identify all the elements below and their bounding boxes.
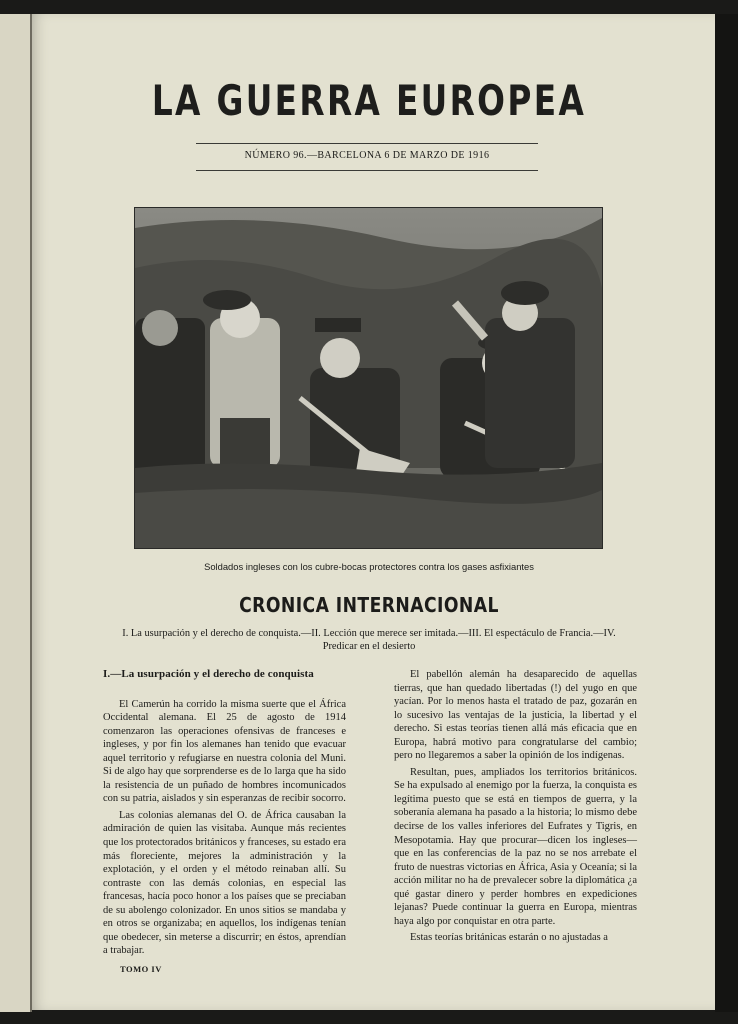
masthead-title: LA GUERRA EUROPEA (151, 76, 587, 125)
right-paragraph: Estas teorías británicas estarán o no ajustadas a (410, 932, 608, 944)
issue-line: NÚMERO 96.—BARCELONA 6 DE MARZO DE 1916 (244, 150, 490, 161)
photo-illustration (135, 208, 602, 548)
photo-caption: Soldados ingleses con los cubre-bocas protectores contra los gases asfixiantes (204, 561, 534, 572)
right-paragraph: El pabellón alemán ha desaparecido de aquellas tierras, que han quedado libertadas (!) del yugo en que yacían. Por lo menos hasta el tratado de paz, gozarán en lo sucesivo las ventajas de la justicia, la libertad y el derecho. Si estas teorías tienen allá más eficacia que en Europa, habrá motivo para congratularse del cambio; pero no llegaremos a saber la opinión de los indígenas. (394, 669, 637, 762)
volume-footer: TOMO IV (120, 964, 162, 974)
previous-page-edge (0, 14, 32, 1012)
section-summary (96, 628, 642, 653)
left-paragraph: El Camerún ha corrido la misma suerte que el África Occidental alemana. El 25 de agosto de 1914 comenzaron las operaciones ofensivas de franceses e ingleses, y por fin los alemanes han tenido que evacuar aquel territorio y refugiarse en nuestra colonia del Muni. Si de algo hay que sorprenderse es de lo larga que ha sido la resistencia de un puñado de hombres incomunicados con su patria, aislados y sin esperanzas de recibir socorro. (103, 698, 346, 805)
trench-photograph (134, 207, 603, 549)
section-title: CRONICA INTERNACIONAL (239, 593, 499, 617)
summary-line-1: I. La usurpación y el derecho de conquista.—II. Lección que merece ser imitada.—III. El espectáculo de Francia.—IV. (122, 628, 616, 639)
right-paragraph: Resultan, pues, ampliados los territorios británicos. Se ha expulsado al enemigo por la fuerza, la conquista es legítima puesto que se está en tiempos de guerra, y la soberanía alemana ha pasado a la historia; lo mismo debe decirse de los valles inferiores del Eufrates y Tigris, en Mesopotamia. Hay que procurar—dicen los ingleses—que en las conferencias de la paz no se nos arrebate el fruto de nuestras victorias en África, Asia y Oceanía; si la acción militar no ha de prevalecer sobre la diplomática ¿a qué gastar dinero y perder hombres en expediciones lejanas? Puede continuar la guerra en Europa, mientras haya algo por conquistar en otra parte. (394, 766, 637, 927)
article-column-right (394, 668, 637, 945)
article-column-left (103, 668, 346, 958)
left-paragraph: Las colonias alemanas del O. de África causaban la admiración de quien las visitaba. Aunque más recientes que los protectorados británicos y franceses, su estado era más floreciente, mejores la administración y la explotación, y el orden y el método reinaban allí. Su contraste con las demás colonias, en especial las francesas, hacía poco honor a los países que se preciaban de su abolengo colonizador. En unos sitios se mandaba y en otros se organizaba; en aquellos, los indígenas tenían que obedecer, sin meterse a discurrir; en éstos, aprendían a trabajar. (103, 809, 346, 957)
masthead-rule-bottom (196, 170, 538, 171)
binding-edge (715, 14, 738, 1012)
masthead-rule-top (196, 143, 538, 144)
summary-line-2: Predicar en el desierto (322, 640, 416, 652)
article-heading: I.—La usurpación y el derecho de conquista (103, 668, 314, 680)
